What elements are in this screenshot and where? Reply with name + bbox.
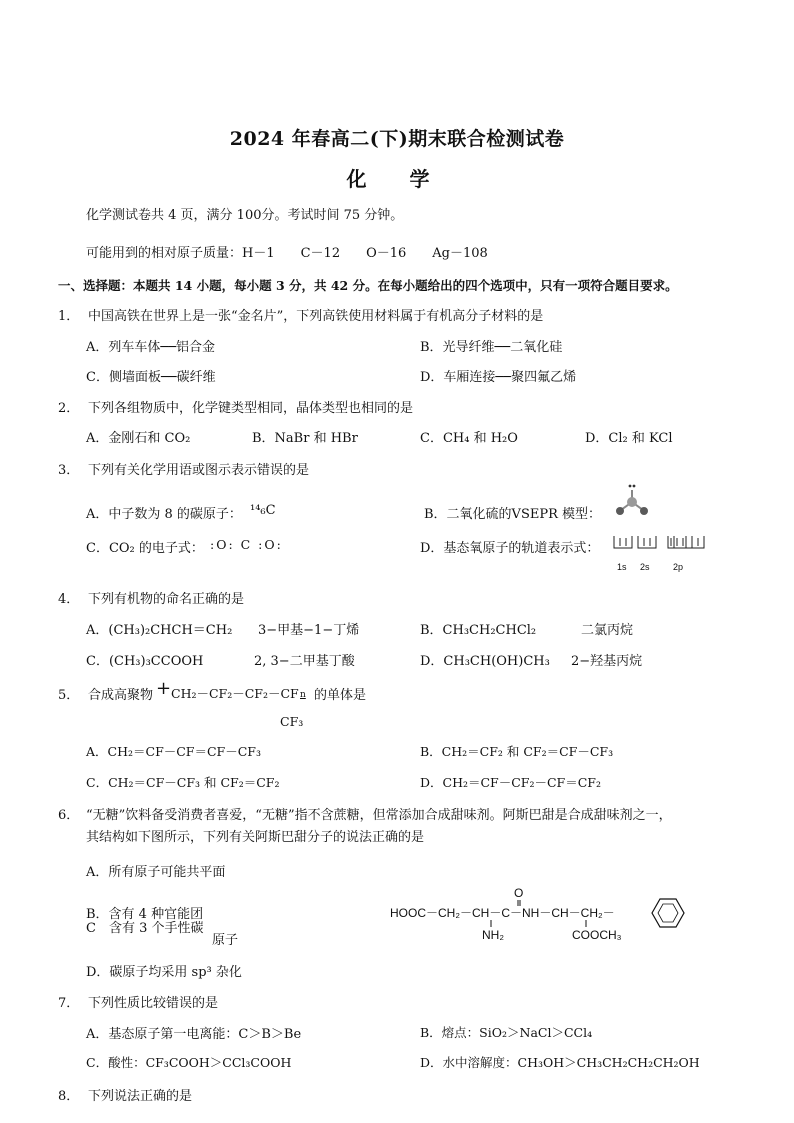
page-title: 2024 年春高二(下)期末联合检测试卷 <box>229 128 565 150</box>
question-stem-line-2: 其结构如下图所示，下列有关阿斯巴甜分子的说法正确的是 <box>86 830 425 845</box>
option-c-cont: 原子 <box>212 933 239 948</box>
question-number: 8． <box>58 1089 80 1104</box>
question-number: 2． <box>58 401 80 416</box>
intro-line-1: 化学测试卷共 4 页，满分 100分。考试时间 75 分钟。 <box>86 208 404 223</box>
intro-line-2: 可能用到的相对原子质量：H－1 C－12 O－16 Ag－108 <box>86 246 488 261</box>
option-d: D．CH₂＝CF－CF₂－CF＝CF₂ <box>420 775 601 790</box>
option-b: B．CH₂＝CF₂ 和 CF₂＝CF－CF₃ <box>420 744 614 759</box>
polymer-formula: CH₂－CF₂－CF₂－CF <box>171 686 299 701</box>
question-stem-post: 的单体是 <box>314 688 367 703</box>
option-d: D．车厢连接──聚四氟乙烯 <box>420 370 577 385</box>
question-number: 3． <box>58 463 80 478</box>
aspartame-structure <box>390 885 690 950</box>
option-b: B．含有 4 种官能团 <box>86 907 204 922</box>
vsepr-model-image <box>612 480 652 520</box>
option-d: D．基态氧原子的轨道表示式： <box>420 541 600 556</box>
mol-main-chain: HOOC－CH₂－CH－C－NH－CH－CH₂－ <box>390 906 615 920</box>
question-stem: 中国高铁在世界上是一张“金名片”，下列高铁使用材料属于有机高分子材料的是 <box>88 309 544 324</box>
option-d: D．Cl₂ 和 KCl <box>585 431 673 446</box>
question-stem: 下列说法正确的是 <box>88 1089 193 1104</box>
option-c: C 含有 3 个手性碳 <box>86 921 204 936</box>
carbon-isotope-symbol: ¹⁴₆C <box>250 503 276 518</box>
option-a-name: 3−甲基−1−丁烯 <box>258 623 360 638</box>
question-stem-pre: 合成高聚物 <box>88 688 154 703</box>
section-heading: 一、选择题：本题共 14 小题，每小题 3 分，共 42 分。在每小题给出的四个选项中，只有一项符合题目要求。 <box>58 278 678 293</box>
option-a: A．列车车体──铝合金 <box>86 340 216 355</box>
bracket-open: + <box>156 678 172 699</box>
polymer-n: n <box>300 690 306 700</box>
question-number: 7． <box>58 996 80 1011</box>
benzene-ring <box>652 899 684 927</box>
option-b-formula: B．CH₃CH₂CHCl₂ <box>420 623 537 638</box>
mol-nh2: NH₂ <box>482 928 504 942</box>
question-stem: 下列性质比较错误的是 <box>88 996 219 1011</box>
question-stem-line-1: “无糖”饮料备受消费者喜爱，“无糖”指不含蔗糖，但常添加合成甜味剂。阿斯巴甜是合成甜味剂之一， <box>86 808 672 823</box>
question-stem: 下列各组物质中，化学键类型相同，晶体类型也相同的是 <box>88 401 414 416</box>
option-a-formula: A．(CH₃)₂CHCH＝CH₂ <box>86 623 233 638</box>
option-c: C．CH₄ 和 H₂O <box>420 431 518 446</box>
question-number: 1． <box>58 309 80 324</box>
subject-title: 化 学 <box>346 167 448 191</box>
option-b-name: 二氯丙烷 <box>581 623 634 638</box>
option-b: B．光导纤维──二氧化硅 <box>420 340 563 355</box>
orbital-label-1s: 1s <box>617 562 627 572</box>
question-number: 5． <box>58 688 80 703</box>
question-number: 6． <box>58 808 80 823</box>
option-b: B．NaBr 和 HBr <box>252 431 358 446</box>
option-d-name: 2−羟基丙烷 <box>571 654 643 669</box>
option-a: A．金刚石和 CO₂ <box>86 431 191 446</box>
option-a: A．CH₂＝CF－CF＝CF－CF₃ <box>86 744 261 759</box>
option-b: B．二氧化硫的VSEPR 模型： <box>424 507 602 522</box>
option-a: A．基态原子第一电离能：C＞B＞Be <box>86 1027 302 1042</box>
option-d-formula: D．CH₃CH(OH)CH₃ <box>420 654 550 669</box>
option-d: D．水中溶解度：CH₃OH＞CH₃CH₂CH₂CH₂OH <box>420 1055 700 1070</box>
option-a: A．中子数为 8 的碳原子： <box>86 507 242 522</box>
question-stem: 下列有关化学用语或图示表示错误的是 <box>88 463 310 478</box>
orbital-diagram <box>612 530 712 576</box>
option-c-name: 2, 3−二甲基丁酸 <box>254 654 355 669</box>
co2-electron-formula: :O: C :O: <box>210 537 283 552</box>
option-c: C．酸性：CF₃COOH＞CCl₃COOH <box>86 1055 292 1070</box>
orbital-label-2s: 2s <box>640 562 650 572</box>
option-c: C．CH₂＝CF－CF₃ 和 CF₂＝CF₂ <box>86 775 280 790</box>
option-a: A．所有原子可能共平面 <box>86 865 226 880</box>
option-c: C．CO₂ 的电子式： <box>86 541 204 556</box>
option-c-formula: C．(CH₃)₃CCOOH <box>86 654 204 669</box>
question-stem: 下列有机物的命名正确的是 <box>88 592 245 607</box>
mol-carbonyl-o: O <box>514 886 524 900</box>
mol-ester: COOCH₃ <box>572 928 622 942</box>
polymer-branch: CF₃ <box>280 714 304 729</box>
option-d: D．碳原子均采用 sp³ 杂化 <box>86 965 242 980</box>
orbital-label-2p: 2p <box>673 562 684 572</box>
question-number: 4． <box>58 592 80 607</box>
option-b: B．熔点：SiO₂＞NaCl＞CCl₄ <box>420 1025 593 1040</box>
option-c: C．侧墙面板──碳纤维 <box>86 370 216 385</box>
